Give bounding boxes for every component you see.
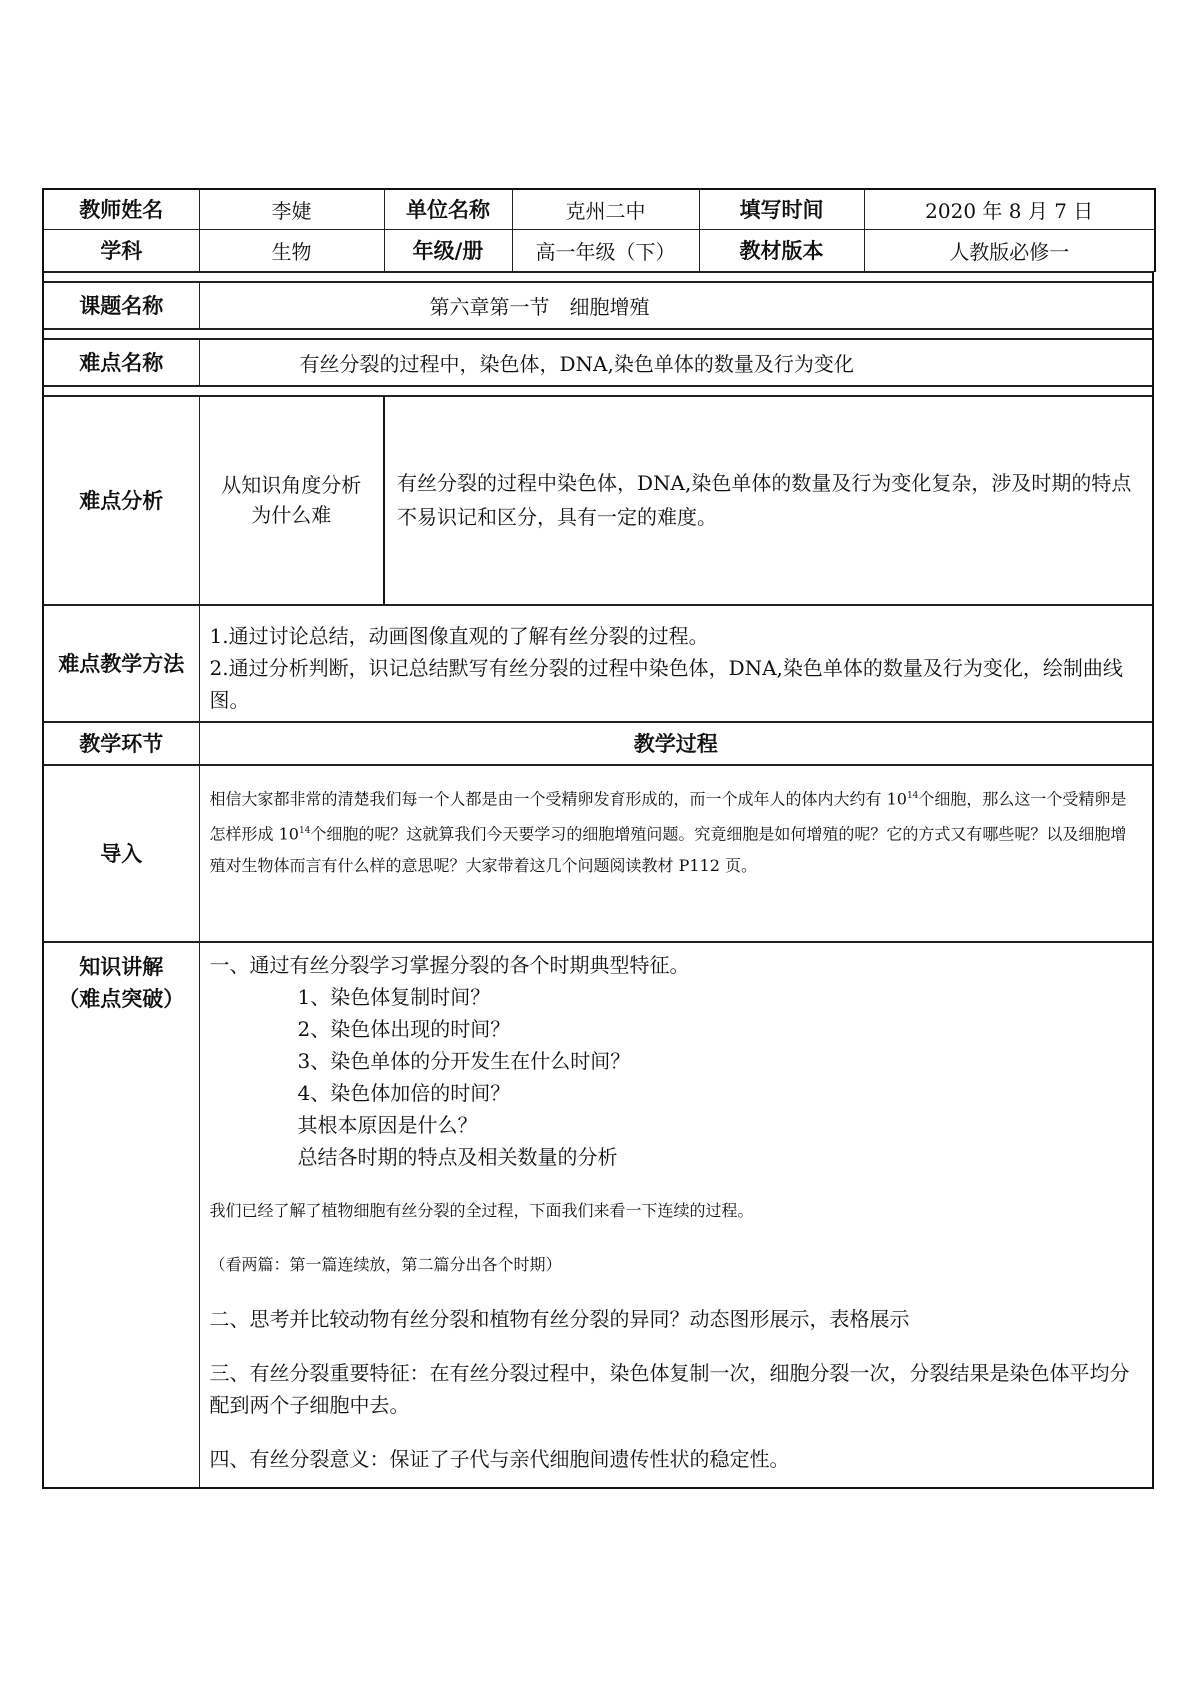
difficulty-table — [42, 339, 1154, 386]
header-table — [42, 188, 1156, 272]
unit-name-value: 克州二中 — [512, 189, 699, 229]
intro-label: 导入 — [43, 765, 199, 941]
knowledge-label-line-1: 知识讲解 — [79, 954, 164, 979]
question-3: 3、染色单体的分开发生在什么时间？ — [297, 1048, 631, 1073]
method-label: 难点教学方法 — [43, 605, 199, 721]
intro-text — [199, 765, 1153, 941]
question-5: 其根本原因是什么？ — [297, 1112, 478, 1137]
subject-label: 学科 — [43, 229, 199, 271]
knowledge-label — [43, 942, 199, 1488]
knowledge-item-1: 一、通过有丝分裂学习掌握分裂的各个时期典型特征。 — [209, 952, 690, 977]
analysis-table — [42, 396, 1154, 605]
difficulty-value: 有丝分裂的过程中，染色体，DNA,染色单体的数量及行为变化 — [199, 339, 1153, 385]
knowledge-note-2: （看两篇：第一篇连续放，第二篇分出各个时期） — [209, 1254, 562, 1274]
row-gap — [42, 386, 1154, 396]
question-6: 总结各时期的特点及相关数量的分析 — [297, 1144, 618, 1169]
knowledge-item-2: 二、思考并比较动物有丝分裂和植物有丝分裂的异同？动态图形展示，表格展示 — [209, 1306, 910, 1331]
row-gap — [42, 272, 1154, 282]
knowledge-content — [199, 942, 1153, 1488]
knowledge-label-line-2: （难点突破） — [58, 986, 185, 1011]
knowledge-table — [42, 942, 1154, 1490]
textbook-value: 人教版必修一 — [864, 229, 1155, 271]
intro-text-b: 个细胞，那么这一个受精卵是怎样形成 10 — [209, 788, 1127, 844]
topic-table — [42, 282, 1154, 329]
fill-date-label: 填写时间 — [699, 189, 864, 229]
question-4: 4、染色体加倍的时间？ — [297, 1080, 511, 1105]
knowledge-note-1: 我们已经了解了植物细胞有丝分裂的全过程，下面我们来看一下连续的过程。 — [209, 1200, 754, 1220]
teacher-name-label: 教师姓名 — [43, 189, 199, 229]
intro-exponent-b: 14 — [298, 825, 311, 836]
knowledge-item-3: 三、有丝分裂重要特征：在有丝分裂过程中，染色体复制一次，细胞分裂一次，分裂结果是染色体平均分配到两个子细胞中去。 — [209, 1360, 1130, 1417]
fill-date-value: 2020 年 8 月 7 日 — [864, 189, 1155, 229]
method-line-1: 1.通过讨论总结，动画图像直观的了解有丝分裂的过程。 — [209, 623, 709, 648]
knowledge-item-4: 四、有丝分裂意义：保证了子代与亲代细胞间遗传性状的稳定性。 — [209, 1446, 790, 1471]
intro-text-a: 相信大家都非常的清楚我们每一个人都是由一个受精卵发育形成的，而一个成年人的体内大约有 10 — [209, 788, 907, 808]
process-header-table — [42, 722, 1154, 765]
intro-exponent-a: 14 — [906, 790, 919, 801]
analysis-label: 难点分析 — [43, 396, 199, 604]
method-line-2: 2.通过分析判断，识记总结默写有丝分裂的过程中染色体，DNA,染色单体的数量及行为变化，绘制曲线图。 — [209, 655, 1123, 712]
teaching-process-header: 教学过程 — [199, 722, 1153, 764]
lesson-plan-sheet — [42, 188, 1154, 1489]
teacher-name-value: 李婕 — [199, 189, 384, 229]
difficulty-label: 难点名称 — [43, 339, 199, 385]
grade-value: 高一年级（下） — [512, 229, 699, 271]
method-content — [199, 605, 1153, 721]
intro-text-c: 个细胞的呢？这就算我们今天要学习的细胞增殖问题。究竟细胞是如何增殖的呢？它的方式又有哪些呢？以及细胞增殖对生物体而言有什么样的意思呢？大家带着这几个问题阅读教材 P112 页。 — [209, 824, 1127, 876]
row-gap — [42, 329, 1154, 339]
unit-name-label: 单位名称 — [384, 189, 512, 229]
textbook-label: 教材版本 — [699, 229, 864, 271]
method-table — [42, 605, 1154, 722]
teaching-stage-header: 教学环节 — [43, 722, 199, 764]
analysis-sublabel: 从知识角度分析为什么难 — [199, 396, 384, 604]
topic-label: 课题名称 — [43, 282, 199, 328]
grade-label: 年级/册 — [384, 229, 512, 271]
question-1: 1、染色体复制时间？ — [297, 984, 491, 1009]
topic-value: 第六章第一节 细胞增殖 — [199, 282, 1153, 328]
analysis-text: 有丝分裂的过程中染色体，DNA,染色单体的数量及行为变化复杂，涉及时期的特点不易识记和区分，具有一定的难度。 — [384, 396, 1153, 604]
subject-value: 生物 — [199, 229, 384, 271]
intro-table — [42, 765, 1154, 942]
question-2: 2、染色体出现的时间？ — [297, 1016, 511, 1041]
